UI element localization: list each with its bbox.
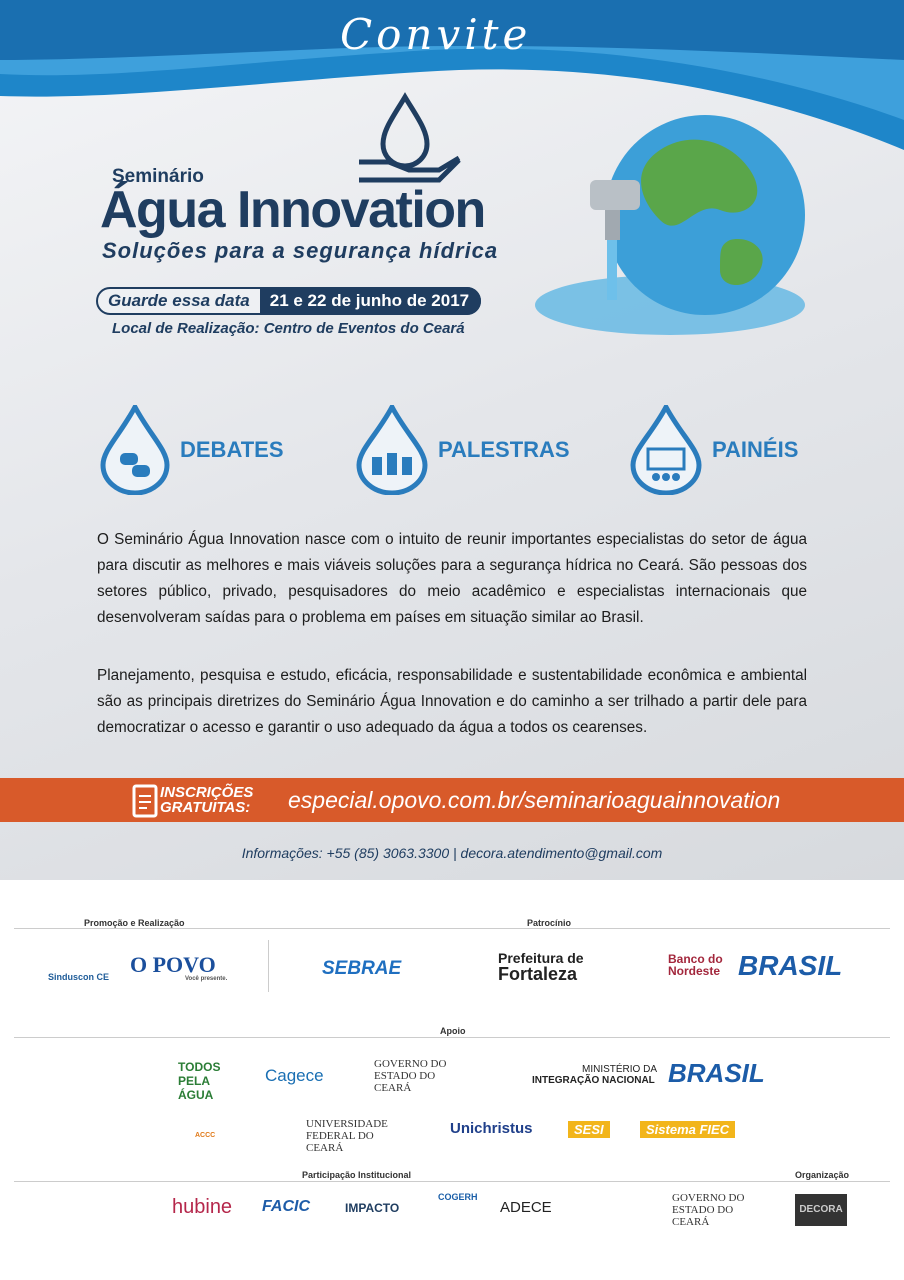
contact-info: Informações: +55 (85) 3063.3300 | decora.atendimento@gmail.com — [241, 845, 663, 861]
accc-logo: ACCC — [195, 1132, 216, 1139]
brasil-logo: BRASIL — [668, 1058, 765, 1088]
adece-logo: ADECE — [500, 1199, 552, 1216]
prefeitura-logo: Prefeitura de — [498, 950, 584, 966]
opovo-tagline: Você presente. — [185, 976, 228, 982]
section-label: Promoção e Realização — [84, 918, 185, 928]
presentation-icon — [630, 405, 702, 495]
venue: Local de Realização: Centro de Eventos do Ceará — [112, 320, 465, 337]
event-subtitle: Soluções para a segurança hídrica — [102, 238, 499, 263]
divider — [14, 1037, 890, 1038]
sesi-logo: SESI — [568, 1121, 610, 1138]
governo-ceara-logo: GOVERNO DO ESTADO DO CEARÁ — [672, 1192, 745, 1228]
fiec-logo: Sistema FIEC — [640, 1121, 735, 1138]
impacto-logo: IMPACTO — [345, 1201, 400, 1215]
feature-paineis — [630, 405, 798, 495]
description-paragraph-2: Planejamento, pesquisa e estudo, eficácia, responsabilidade e sustentabilidade econômica e ambiental são as principais diretrizes do Seminário Água Innovation e do caminho a ser trilhado a partir dele para democratizar o acesso e garantir o uso adequado da água a todos os cearenses. — [97, 667, 807, 736]
ufc-logo: UNIVERSIDADE FEDERAL DO CEARÁ — [306, 1118, 388, 1154]
divider — [14, 928, 890, 929]
feature-palestras — [356, 405, 570, 495]
cagece-logo: Cagece — [265, 1066, 324, 1085]
facic-logo: FACIC — [262, 1198, 310, 1215]
description-paragraph-1: O Seminário Água Innovation nasce com o intuito de reunir importantes especialistas do setor de água para discutir as melhores e mais viáveis soluções para a segurança hídrica no Ceará. São pessoas dos setores público, privado, pesquisadores do meio acadêmico e especialistas internacionais que desenvolveram saídas para o problema em países em situação similar ao Brasil. — [97, 531, 807, 626]
divider — [268, 940, 269, 992]
banco-nordeste-logo: Banco do Nordeste — [668, 952, 723, 978]
globe-faucet-illustration — [530, 70, 820, 345]
feature-label: PAINÉIS — [712, 437, 799, 462]
convite-heading: Convite — [340, 10, 532, 59]
registration-link[interactable]: especial.opovo.com.br/seminarioaguainnovation — [288, 786, 781, 813]
feature-label: PALESTRAS — [438, 437, 570, 462]
unichristus-logo: Unichristus — [450, 1120, 533, 1137]
audience-icon — [356, 405, 428, 495]
cogerh-logo: COGERH — [438, 1192, 478, 1202]
date-pill — [96, 287, 481, 315]
ministerio-logo-line2: INTEGRAÇÃO NACIONAL — [532, 1075, 655, 1086]
feature-label: DEBATES — [180, 437, 284, 462]
section-label: Participação Institucional — [302, 1170, 412, 1180]
divider — [14, 1181, 890, 1182]
governo-ceara-logo: GOVERNO DO ESTADO DO CEARÁ — [374, 1058, 447, 1094]
sinduscon-logo: Sinduscon CE — [48, 972, 110, 982]
hubine-logo: hubine — [172, 1196, 233, 1218]
feature-debates — [100, 405, 284, 495]
decora-logo: DECORA — [795, 1194, 847, 1226]
speech-bubbles-icon — [100, 405, 170, 495]
todos-pela-agua-logo: TODOS PELA ÁGUA — [178, 1060, 221, 1102]
save-date-label: Guarde essa data — [108, 291, 250, 310]
fortaleza-logo: Fortaleza — [498, 964, 578, 984]
sebrae-logo: SEBRAE — [322, 958, 402, 979]
water-drop-hand-logo-icon — [355, 92, 465, 187]
section-label: Apoio — [440, 1026, 466, 1036]
registration-label: INSCRIÇÕES GRATUITAS: — [160, 784, 254, 816]
ministerio-logo: MINISTÉRIO DA — [582, 1064, 658, 1075]
section-label: Organização — [795, 1170, 850, 1180]
clipboard-icon — [132, 782, 158, 818]
seminario-label: Seminário — [112, 166, 204, 187]
registration-band — [0, 778, 904, 822]
section-label: Patrocínio — [527, 918, 572, 928]
brasil-logo: BRASIL — [738, 950, 843, 981]
opovo-logo: O POVO — [130, 952, 216, 977]
event-date: 21 e 22 de junho de 2017 — [260, 287, 481, 315]
event-title: Água Innovation — [100, 181, 485, 239]
